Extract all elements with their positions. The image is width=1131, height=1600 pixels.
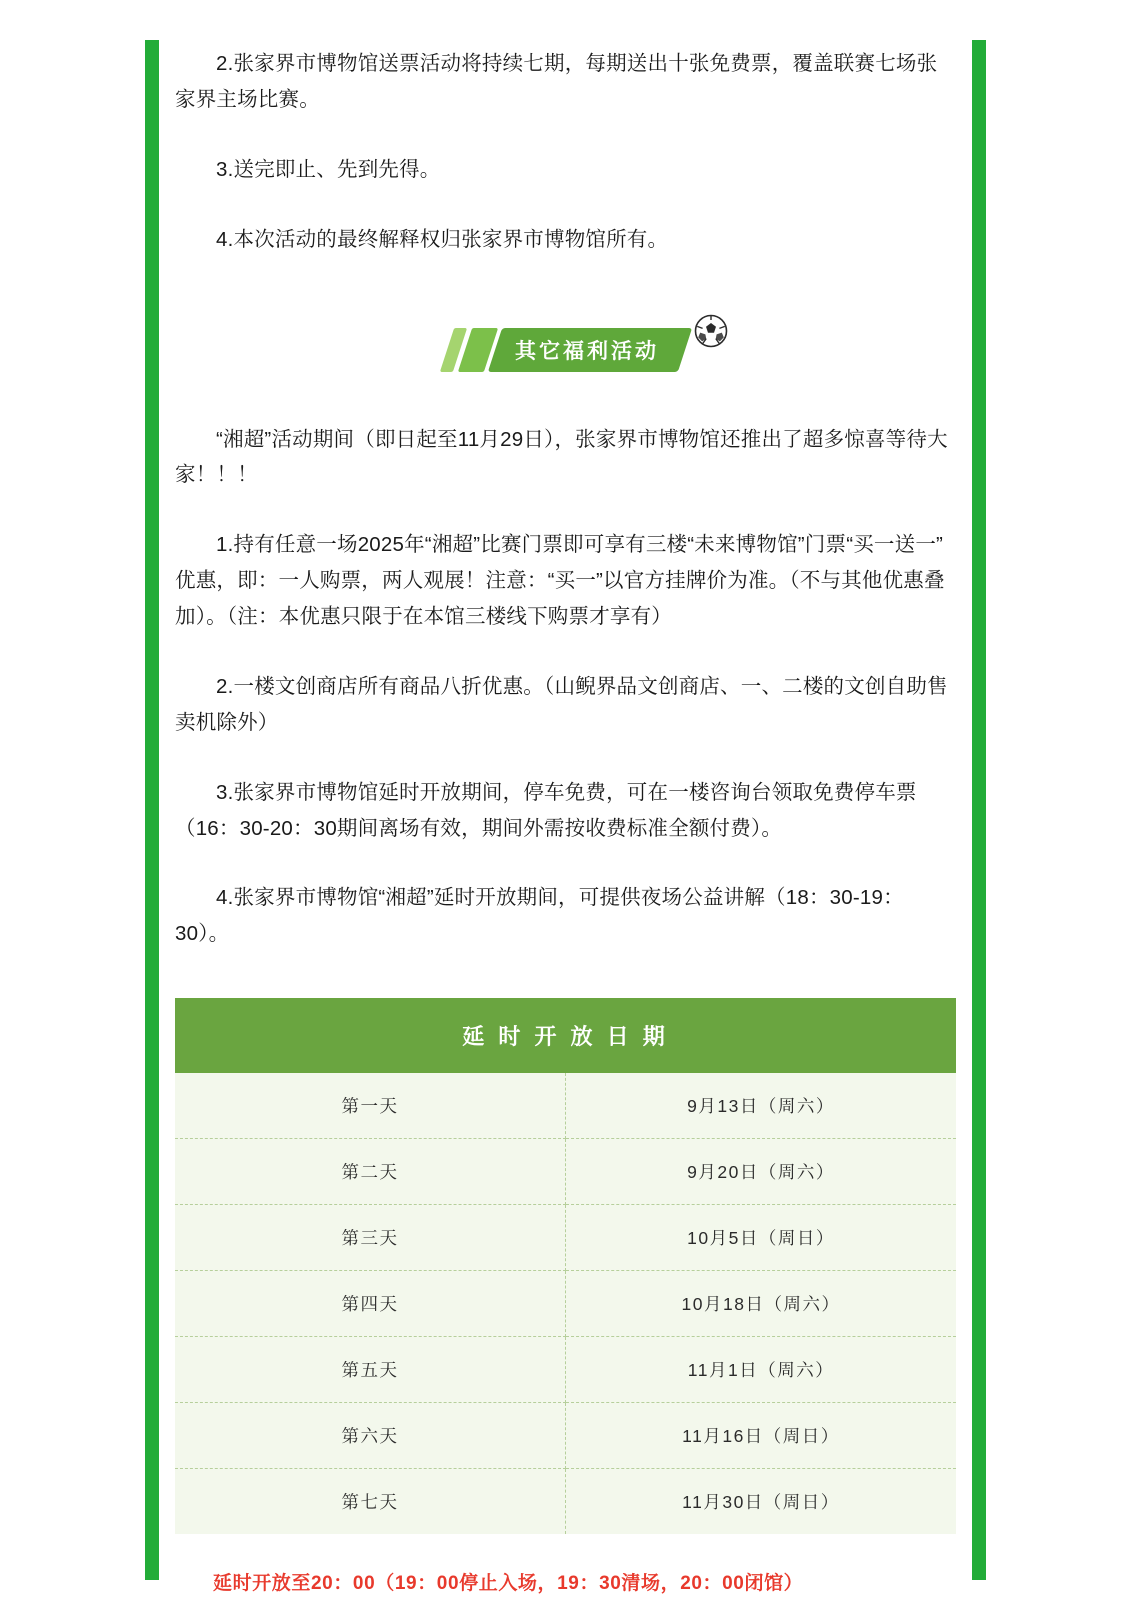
section-banner-shape xyxy=(447,328,685,372)
day-label: 第六天 xyxy=(175,1403,566,1469)
table-row xyxy=(175,1403,956,1469)
day-date: 10月18日（周六） xyxy=(566,1271,957,1337)
day-date: 11月16日（周日） xyxy=(566,1403,957,1469)
day-label: 第三天 xyxy=(175,1205,566,1271)
day-date: 9月20日（周六） xyxy=(566,1139,957,1205)
day-date: 9月13日（周六） xyxy=(566,1073,957,1139)
table-row xyxy=(175,1205,956,1271)
benefit-item-2: 2.一楼文创商店所有商品八折优惠。（山鲵界品文创商店、一、二楼的文创自助售卖机除外） xyxy=(175,674,948,734)
table-row xyxy=(175,1469,956,1535)
section-banner-title xyxy=(487,328,691,372)
paragraph-rule-2: 2.张家界市博物馆送票活动将持续七期，每期送出十张免费票，覆盖联赛七场张家界主场比赛。 xyxy=(175,52,938,111)
day-label: 第四天 xyxy=(175,1271,566,1337)
day-date: 10月5日（周日） xyxy=(566,1205,957,1271)
article-content xyxy=(175,46,956,1595)
table-row xyxy=(175,1073,956,1139)
day-label: 第一天 xyxy=(175,1073,566,1139)
benefit-item-1: 1.持有任意一场2025年“湘超”比赛门票即可享有三楼“未来博物馆”门票“买一送一”优惠，即：一人购票，两人观展！注意：“买一”以官方挂牌价为准。（不与其他优惠叠加）。（注：本优惠只限于在本馆三楼线下购票才享有） xyxy=(175,533,945,628)
day-label: 第七天 xyxy=(175,1469,566,1535)
schedule-table-wrapper xyxy=(175,998,956,1534)
table-row xyxy=(175,1271,956,1337)
benefit-item-4: 4.张家界市博物馆“湘超”延时开放期间，可提供夜场公益讲解（18：30-19：30）。 xyxy=(175,886,904,946)
schedule-table-title: 延 时 开 放 日 期 xyxy=(175,998,956,1073)
soccer-ball-icon xyxy=(694,314,728,348)
paragraph-rule-3: 3.送完即止、先到先得。 xyxy=(216,157,441,181)
schedule-table-head xyxy=(175,998,956,1073)
day-date: 11月30日（周日） xyxy=(566,1469,957,1535)
day-label: 第五天 xyxy=(175,1337,566,1403)
benefit-item-3: 3.张家界市博物馆延时开放期间，停车免费，可在一楼咨询台领取免费停车票（16：30-20：30期间离场有效，期间外需按收费标准全额付费）。 xyxy=(175,780,917,840)
table-row xyxy=(175,1337,956,1403)
day-date: 11月1日（周六） xyxy=(566,1337,957,1403)
table-row xyxy=(175,1139,956,1205)
schedule-table-body xyxy=(175,1073,956,1534)
day-label: 第二天 xyxy=(175,1139,566,1205)
section-banner xyxy=(175,314,956,406)
left-green-rail xyxy=(145,40,159,1580)
closing-notice: 延时开放至20：00（19：00停止入场，19：30清场，20：00闭馆） xyxy=(213,1573,804,1595)
table-header-row xyxy=(175,998,956,1073)
section-banner-title-text: 其它福利活动 xyxy=(514,339,659,363)
schedule-table xyxy=(175,998,956,1534)
paragraph-rule-4: 4.本次活动的最终解释权归张家界市博物馆所有。 xyxy=(216,227,669,251)
section-intro: “湘超”活动期间（即日起至11月29日），张家界市博物馆还推出了超多惊喜等待大家！！！ xyxy=(175,427,948,487)
right-green-rail xyxy=(972,40,986,1580)
